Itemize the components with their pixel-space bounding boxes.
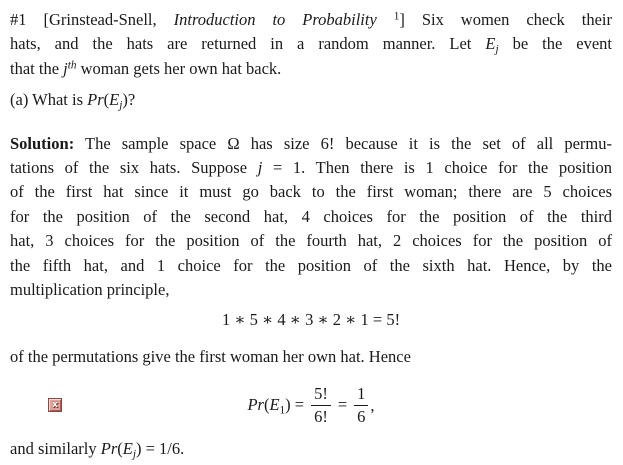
solution-label: Solution:	[10, 133, 75, 153]
math-Pr: Pr	[87, 90, 104, 110]
equals-sign: =	[337, 395, 348, 415]
solution-line-5: hat, 3 choices for the position of the fourth hat, 2 choices for the position of	[10, 231, 612, 251]
fraction-denominator: 6!	[314, 406, 328, 426]
fraction-5fact-6fact	[311, 384, 331, 426]
equation-multiplication: 1 ∗ 5 ∗ 4 ∗ 3 ∗ 2 ∗ 1 = 5!	[221, 310, 401, 330]
fraction-numerator: 5!	[311, 384, 331, 405]
equation-lhs	[247, 395, 304, 415]
solution-paragraph	[10, 132, 612, 303]
closing-text: and similarly	[10, 439, 101, 459]
paren: (	[263, 395, 270, 415]
math-subscript-j: j	[119, 99, 123, 112]
fraction-numerator: 1	[354, 384, 368, 405]
closing-line	[10, 437, 612, 461]
equation-probability-row	[10, 377, 612, 433]
fraction-denominator: 6	[357, 406, 366, 426]
problem-line-1	[10, 8, 612, 32]
problem-line-2	[10, 32, 612, 56]
solution-line-3: of the first hat since it must go back to the first woman; there are 5 choices	[10, 182, 612, 202]
math-subscript-1: 1	[279, 404, 286, 417]
solution-text: tations of the six hats. Suppose	[10, 158, 258, 178]
problem-statement	[10, 8, 612, 81]
problem-text: that the	[10, 58, 64, 78]
question-text: )?	[122, 90, 136, 110]
problem-text: be the event	[498, 34, 612, 54]
paren: (	[103, 90, 110, 110]
solution-line-6: the fifth hat, and 1 choice for the position of the sixth hat. Hence, by the	[10, 255, 612, 275]
math-j: j	[63, 58, 68, 78]
math-j: j	[257, 158, 263, 178]
math-E: E	[109, 90, 120, 110]
paren: (	[117, 439, 123, 459]
math-E: E	[122, 439, 133, 459]
math-Pr: Pr	[100, 439, 118, 459]
question-text: (a) What is	[10, 90, 88, 110]
solution-line-1	[10, 132, 612, 156]
problem-line-3	[10, 57, 612, 81]
problem-text: #1 [Grinstead-Snell,	[10, 10, 174, 29]
fraction-1-6	[354, 384, 368, 426]
math-E: E	[269, 395, 280, 415]
solution-line-4: for the position of the second hat, 4 choices for the position of the third	[10, 206, 612, 226]
question-part-a	[10, 88, 612, 112]
math-E: E	[485, 34, 496, 54]
equation-probability	[247, 384, 374, 426]
problem-text: ] Six women check their	[399, 10, 613, 29]
book-title: Introduction to Probability	[173, 10, 394, 29]
solution-text: The sample space Ω has size 6! because it is the set of all permu-	[74, 133, 612, 153]
math-subscript-j: j	[132, 448, 136, 461]
problem-text: hats, and the hats are returned in a random manner. Let	[10, 34, 486, 54]
math-Pr: Pr	[247, 395, 264, 415]
solution-text: = 1. Then there is 1 choice for the position	[262, 158, 612, 178]
solution-line-2	[10, 156, 612, 180]
math-subscript-j: j	[495, 43, 499, 56]
footnote-marker: 1	[393, 10, 400, 23]
solution-line-7: multiplication principle,	[10, 280, 170, 300]
equation-trailing-comma: ,	[370, 396, 375, 416]
broken-image-icon: x	[48, 398, 62, 412]
equals-sign: ) =	[285, 395, 305, 415]
after-equation-text: of the permutations give the first woman her own hat. Hence	[10, 346, 411, 366]
problem-text: woman gets her own hat back.	[76, 58, 282, 78]
closing-text: ) = 1/6.	[135, 439, 185, 459]
ordinal-superscript: th	[67, 59, 77, 72]
